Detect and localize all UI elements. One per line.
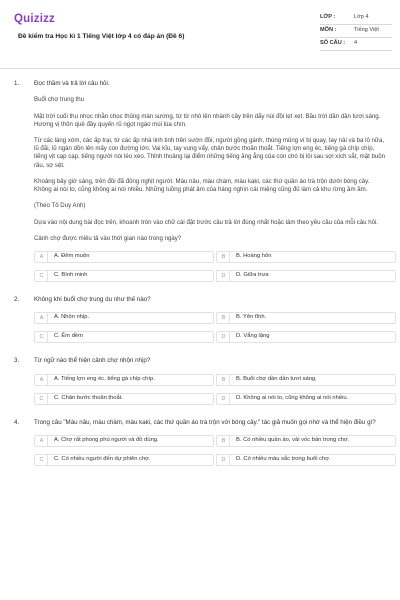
question-text: Từ ngữ nào thể hiện cảnh chợ nhộn nhịp? xyxy=(34,357,151,365)
option-b[interactable] xyxy=(216,312,396,324)
passage-paragraph: Khoảng bảy giờ sáng, trên đồi đã đông nghịt người. Màu nâu, màu chàm, màu kaki, các thứ quần áo trà trộn dưới bóng cây. Không ai nói to, cũng không ai nói nhiều. Những luồng phát âm của hàng nghìn cái miệng cũng đủ làm cả khu rừng ầm ầm. xyxy=(34,177,370,194)
option-c[interactable] xyxy=(34,270,214,282)
option-text: D. Vắng lặng xyxy=(236,333,270,340)
question-1 xyxy=(14,80,386,282)
option-text: A. Tiếng lợn eng éc, tiếng gà chíp chíp. xyxy=(54,375,155,382)
option-letter: A xyxy=(36,436,48,446)
passage-title: Buổi chợ trung thu xyxy=(34,96,85,104)
passage-source: (Theo Tô Duy Anh) xyxy=(34,202,86,210)
option-text: D. Có nhiều màu sắc trong buổi chợ. xyxy=(236,456,331,463)
question-text: Đọc thầm và trả lời câu hỏi. xyxy=(34,80,110,87)
option-letter: D xyxy=(218,271,230,281)
option-text: B. Hoàng hôn xyxy=(236,253,272,260)
question-text: Trong câu "Màu nâu, màu chàm, màu kaki, các thứ quần áo trà trộn với bóng cây." tác giả muốn gọi nhớ và thể hiện điều gì? xyxy=(34,418,376,426)
page-title: Đề kiểm tra Học kì 1 Tiếng Việt lớp 4 có đáp án (Đề 6) xyxy=(18,33,185,40)
option-letter: D xyxy=(218,455,230,465)
question-list xyxy=(14,80,386,480)
option-text: A. Đêm muộn xyxy=(54,253,90,260)
option-letter: A xyxy=(36,252,48,262)
header-divider xyxy=(0,68,400,69)
passage-instruction: Dựa vào nội dung bài đọc trên, khoanh tròn vào chữ cái đặt trước câu trả lời đúng nhất hoặc làm theo yêu cầu của mỗi câu hỏi. xyxy=(34,218,379,226)
question-number: 1. xyxy=(14,80,20,87)
question-3 xyxy=(14,357,386,404)
option-d[interactable] xyxy=(216,331,396,343)
meta-label: MÔN : xyxy=(320,27,337,34)
option-text: A. Nhộn nhịp. xyxy=(54,314,90,321)
reading-passage xyxy=(34,96,386,243)
meta-label: LỚP : xyxy=(320,14,336,21)
option-letter: B xyxy=(218,375,230,385)
option-text: C. Bình minh xyxy=(54,272,88,279)
option-c[interactable] xyxy=(34,393,214,405)
option-text: C. Chân bước thoăn thoắt. xyxy=(54,394,123,401)
passage-paragraph: Mặt trời cuối thu nhọc nhằn chọc thủng màn sương, từ từ nhô lên nhành cây trên dãy núi đồi lẹt xẹt. Bầu trời dần dần tươi sáng. Hương vị thôn quê đầy quyến rũ ngọt ngào mùi lúa chín. xyxy=(34,112,381,128)
quizizz-logo: Quizizz xyxy=(14,13,56,25)
option-letter: C xyxy=(36,271,48,281)
option-text: B. Yên tĩnh. xyxy=(236,314,267,321)
option-text: B. Buổi chợ dần dần tươi sáng. xyxy=(236,375,317,382)
option-c[interactable] xyxy=(34,454,214,466)
option-letter: A xyxy=(36,375,48,385)
option-a[interactable] xyxy=(34,251,214,263)
answer-options xyxy=(34,435,386,466)
option-b[interactable] xyxy=(216,435,396,447)
option-c[interactable] xyxy=(34,331,214,343)
option-letter: D xyxy=(218,394,230,404)
option-d[interactable] xyxy=(216,454,396,466)
option-text: B. Có nhiều quần áo, vải vóc bán trong chợ. xyxy=(236,437,350,444)
question-2 xyxy=(14,296,386,343)
option-letter: C xyxy=(36,394,48,404)
meta-value: Tiếng Việt xyxy=(354,27,379,34)
answer-options xyxy=(34,374,386,405)
question-4 xyxy=(14,419,386,466)
option-letter: C xyxy=(36,455,48,465)
meta-row-class xyxy=(320,12,392,25)
question-text: Không khí buổi chợ trung du như thế nào? xyxy=(34,295,151,303)
passage-question: Cảnh chợ được miêu tả vào thời gian nào trong ngày? xyxy=(34,234,182,242)
option-b[interactable] xyxy=(216,251,396,263)
option-letter: B xyxy=(218,252,230,262)
question-number: 4. xyxy=(14,418,20,426)
option-letter: A xyxy=(36,313,48,323)
option-d[interactable] xyxy=(216,393,396,405)
option-text: A. Chợ rất phong phú người và đồ dùng. xyxy=(54,437,159,444)
option-text: C. Có nhiều người đến dự phiên chợ. xyxy=(54,456,151,463)
quiz-meta xyxy=(320,12,392,51)
meta-label: SỐ CÂU : xyxy=(320,40,346,47)
option-a[interactable] xyxy=(34,374,214,386)
option-text: D. Giữa trưa xyxy=(236,272,269,279)
meta-value: Lớp 4 xyxy=(354,14,369,21)
option-text: C. Êm đềm xyxy=(54,333,83,340)
meta-row-count xyxy=(320,38,392,51)
meta-row-subject xyxy=(320,25,392,38)
answer-options xyxy=(34,312,386,343)
option-a[interactable] xyxy=(34,435,214,447)
option-letter: C xyxy=(36,332,48,342)
option-a[interactable] xyxy=(34,312,214,324)
option-letter: D xyxy=(218,332,230,342)
option-b[interactable] xyxy=(216,374,396,386)
meta-value: 4 xyxy=(354,40,358,47)
option-letter: B xyxy=(218,436,230,446)
answer-options xyxy=(34,251,386,282)
question-number: 2. xyxy=(14,295,20,303)
question-number: 3. xyxy=(14,357,20,365)
option-text: D. Không ai nói to, cũng không ai nói nhiều. xyxy=(236,394,349,401)
option-letter: B xyxy=(218,313,230,323)
passage-paragraph: Từ các làng xóm, các ấp trại, từ các ấp nhà linh tinh trên sườn đồi, người gồng gánh, thúng mủng ví bị quay, tay nải và ba lô nữa, lũ đãi, lũ ngàn dồn lên mấy con đường lớn. Vai kĩu, tay vung vẩy, chân bước thoăn thoắt. Tiếng lợn eng éc, tiếng gà chíp chíp, tiếng vịt cạp cạp, tiếng người nói léo xéo. Thỉnh thoảng lại điểm những tiếng ăng ẳng của con chó bị lôi sau sợi xích sắt, mặt buồn rầu, sợ sệt. xyxy=(34,137,386,169)
option-d[interactable] xyxy=(216,270,396,282)
page-header xyxy=(14,12,386,64)
